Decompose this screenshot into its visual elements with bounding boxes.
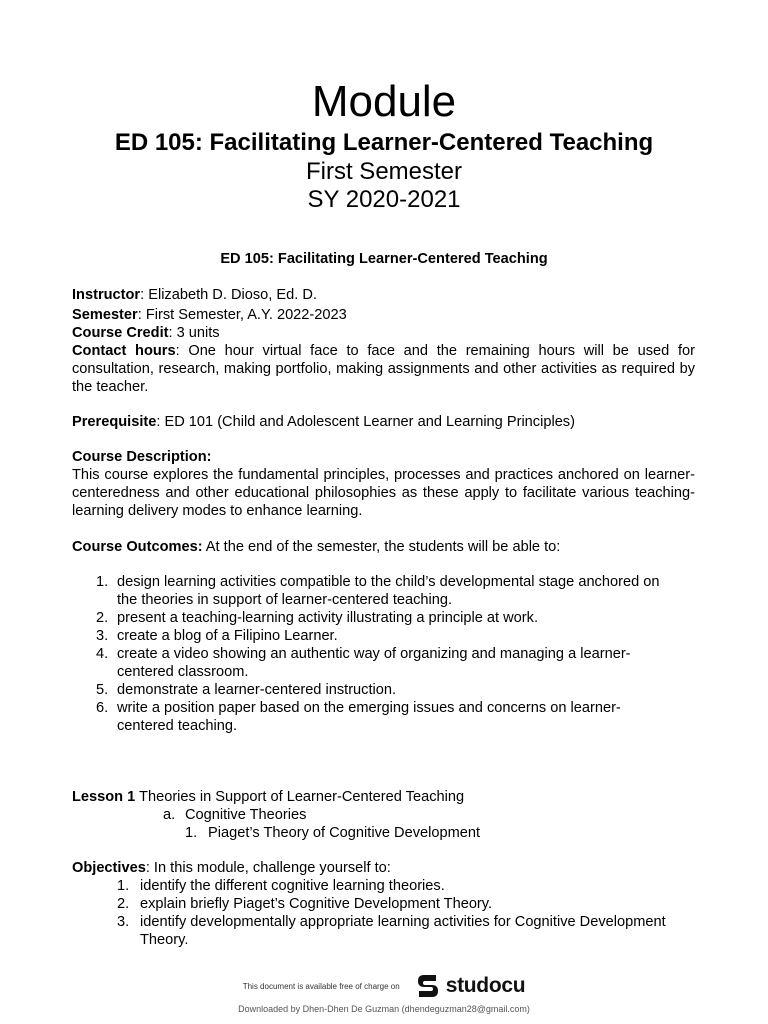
instructor-row: [72, 286, 695, 304]
lesson-row: [72, 788, 695, 806]
list-text: write a position paper based on the emerging issues and concerns on learner-: [117, 700, 621, 716]
objectives-block: [72, 859, 695, 949]
list-number: 5.: [96, 682, 109, 698]
list-number: 4.: [96, 646, 109, 662]
credit-value: : 3 units: [168, 325, 220, 341]
list-text: create a blog of a Filipino Learner.: [117, 628, 338, 644]
semester-row: [72, 306, 695, 324]
list-number: 1.: [185, 825, 198, 841]
lesson-label: Lesson 1: [72, 789, 136, 805]
list-text: the theories in support of learner-centered teaching.: [117, 592, 453, 608]
contact-row: [72, 342, 695, 396]
course-subheading: ED 105: Facilitating Learner-Centered Teaching: [220, 251, 548, 267]
availability-note: This document is available free of charge on: [242, 981, 400, 991]
instructor-label: Instructor: [72, 287, 141, 303]
list-text: centered teaching.: [117, 718, 238, 734]
list-item: [72, 645, 677, 681]
outcomes-label: Course Outcomes:: [72, 539, 203, 555]
prerequisite-row: [72, 413, 695, 431]
list-item: [72, 895, 695, 913]
download-note: Downloaded by Dhen-Dhen De Guzman (dhendeguzman28@gmail.com): [238, 1004, 530, 1014]
lesson-sub-a: [72, 806, 695, 824]
credit-row: [72, 324, 695, 342]
description-text: This course explores the fundamental principles, processes and practices anchored on learner-centeredness and other educational philosophies as these apply to facilitate various teaching-learning delivery modes to enhance learning.: [72, 467, 695, 519]
list-number: 6.: [96, 700, 109, 716]
school-year: SY 2020-2021: [307, 186, 461, 213]
contact-label: Contact hours: [72, 343, 176, 359]
instructor-value: : Elizabeth D. Dioso, Ed. D.: [140, 287, 317, 303]
objectives-intro: : In this module, challenge yourself to:: [145, 860, 391, 876]
course-outcomes-list: [72, 573, 695, 735]
list-item: [72, 573, 677, 609]
studocu-brand[interactable]: studocu: [445, 974, 526, 997]
list-text: Cognitive Theories: [185, 807, 307, 823]
list-item: [72, 627, 677, 645]
prerequisite-label: Prerequisite: [72, 414, 157, 430]
course-description: [72, 448, 695, 520]
list-text: identify the different cognitive learning theories.: [140, 878, 445, 894]
list-number: 1.: [117, 878, 130, 894]
outcomes-intro: At the end of the semester, the students will be able to:: [202, 539, 561, 555]
list-number: 1.: [96, 574, 109, 590]
semester-value: : First Semester, A.Y. 2022-2023: [137, 307, 347, 323]
list-text: centered classroom.: [117, 664, 249, 680]
list-item: [72, 609, 677, 627]
lesson-sub-1: [72, 824, 695, 842]
list-text: identify developmentally appropriate learning activities for Cognitive Development: [140, 914, 666, 930]
semester-title: First Semester: [305, 158, 463, 185]
list-item: [72, 699, 677, 735]
studocu-logo-icon[interactable]: [414, 972, 442, 1000]
course-info: [72, 286, 695, 396]
lesson-block: [72, 788, 695, 842]
module-title: Module: [311, 77, 457, 126]
list-number: 3.: [117, 914, 130, 930]
semester-label: Semester: [72, 307, 138, 323]
document-header: [0, 76, 768, 214]
list-number: 2.: [96, 610, 109, 626]
list-number: 2.: [117, 896, 130, 912]
studocu-footer: [0, 972, 768, 1002]
list-text: demonstrate a learner-centered instruction.: [117, 682, 397, 698]
list-item: [72, 913, 695, 949]
objectives-row: [72, 859, 695, 877]
list-number: a.: [163, 807, 176, 823]
list-text: Theory.: [140, 932, 189, 948]
course-outcomes-intro: [72, 538, 695, 556]
list-text: create a video showing an authentic way of organizing and managing a learner-: [117, 646, 631, 662]
list-text: present a teaching-learning activity illustrating a principle at work.: [117, 610, 538, 626]
description-label: Course Description:: [72, 449, 212, 465]
list-text: Piaget’s Theory of Cognitive Development: [208, 825, 481, 841]
lesson-title: Theories in Support of Learner-Centered Teaching: [135, 789, 465, 805]
list-text: explain briefly Piaget’s Cognitive Development Theory.: [140, 896, 493, 912]
list-number: 3.: [96, 628, 109, 644]
list-item: [72, 877, 695, 895]
contact-value: : One hour virtual face to face and the remaining hours will be used for consultation, research, making portfolio, making assignments and other activities as required by the teacher.: [72, 343, 696, 395]
list-item: [72, 681, 677, 699]
objectives-label: Objectives: [72, 860, 146, 876]
prerequisite-value: : ED 101 (Child and Adolescent Learner and Learning Principles): [156, 414, 575, 430]
course-title: ED 105: Facilitating Learner-Centered Teaching: [114, 129, 654, 156]
credit-label: Course Credit: [72, 325, 169, 341]
description-label-row: [72, 448, 695, 466]
list-text: design learning activities compatible to the child’s developmental stage anchored on: [117, 574, 660, 590]
